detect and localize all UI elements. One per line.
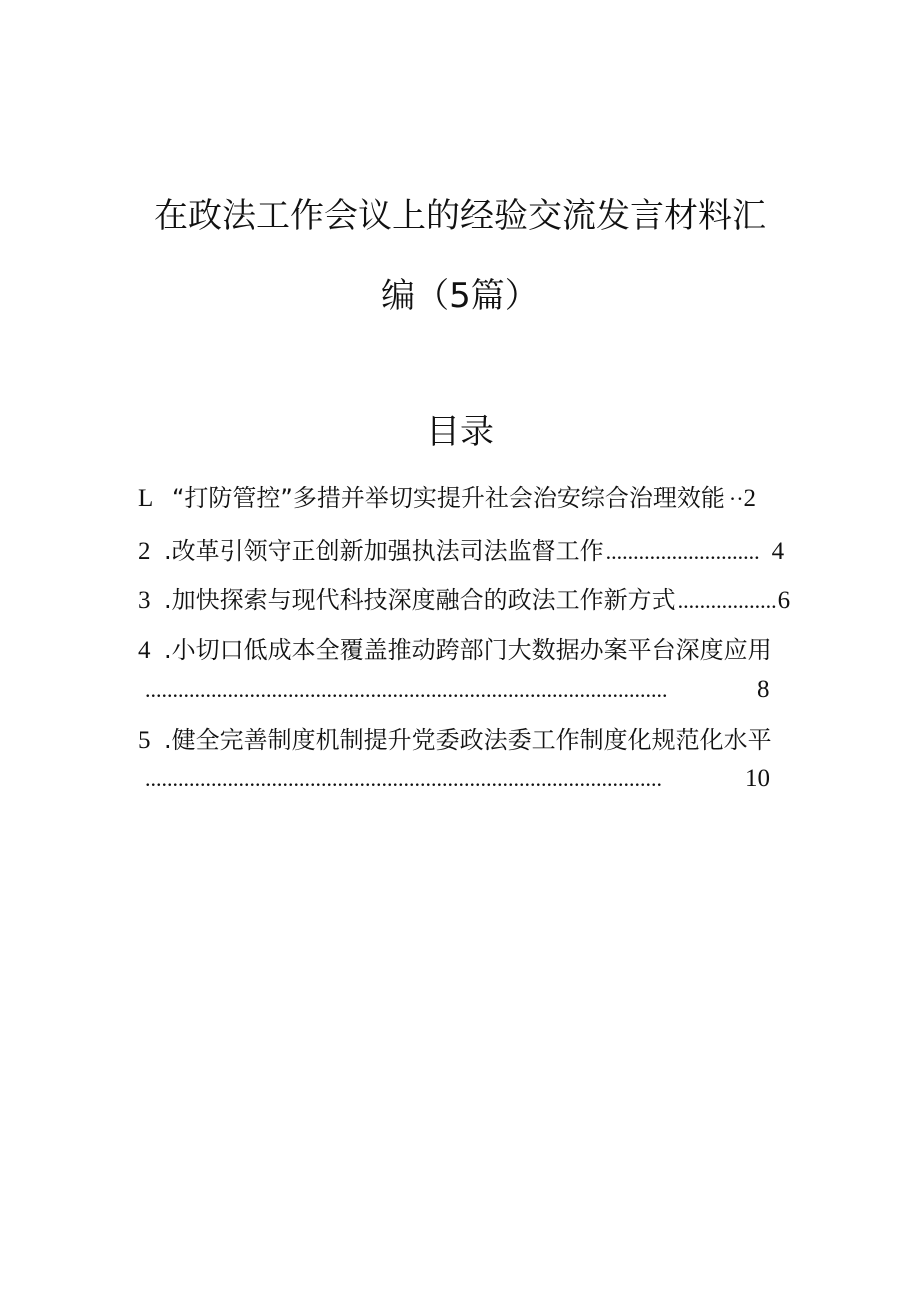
- toc-item-leader: ...............................................................................................: [145, 677, 668, 702]
- toc-item-leader: ..............................................................................................: [145, 766, 662, 791]
- toc-item-number: 3: [138, 587, 151, 614]
- toc-heading: 目录: [426, 412, 494, 452]
- toc-item-2[interactable]: [138, 531, 784, 566]
- toc-item-title: .健全完善制度机制提升党委政法委工作制度化规范化水平: [164, 726, 772, 754]
- toc-item-5[interactable]: [138, 720, 772, 755]
- document-title-line-2: 编（5篇）: [381, 276, 539, 316]
- toc-item-4[interactable]: [138, 630, 772, 665]
- toc-item-number: L: [138, 485, 154, 512]
- toc-item-3[interactable]: [138, 580, 790, 615]
- toc-item-page: 10: [745, 765, 770, 792]
- toc-item-leader: ............................: [605, 539, 760, 564]
- toc-item-page: 8: [757, 676, 770, 703]
- document-title-line-1: 在政法工作会议上的经验交流发言材料汇: [154, 196, 766, 236]
- toc-item-page: 4: [771, 538, 785, 565]
- toc-item-5-leader-line[interactable]: [145, 765, 770, 793]
- toc-item-title: .加快探索与现代科技深度融合的政法工作新方式: [164, 586, 676, 614]
- toc-item-page: 6: [777, 587, 791, 614]
- toc-item-leader: ··: [728, 486, 744, 511]
- toc-item-number: 4: [138, 637, 151, 664]
- toc-item-1[interactable]: [138, 478, 756, 513]
- toc-item-number: 2: [138, 538, 151, 565]
- toc-item-page: 2: [743, 485, 757, 512]
- toc-item-leader: ..................: [677, 588, 777, 613]
- toc-item-title: .改革引领守正创新加强执法司法监督工作: [164, 537, 604, 565]
- toc-item-number: 5: [138, 727, 151, 754]
- toc-item-4-leader-line[interactable]: [145, 676, 770, 704]
- toc-item-title: .小切口低成本全覆盖推动跨部门大数据办案平台深度应用: [164, 636, 772, 664]
- toc-item-title: “打防管控”多措并举切实提升社会治安综合治理效能: [172, 484, 725, 512]
